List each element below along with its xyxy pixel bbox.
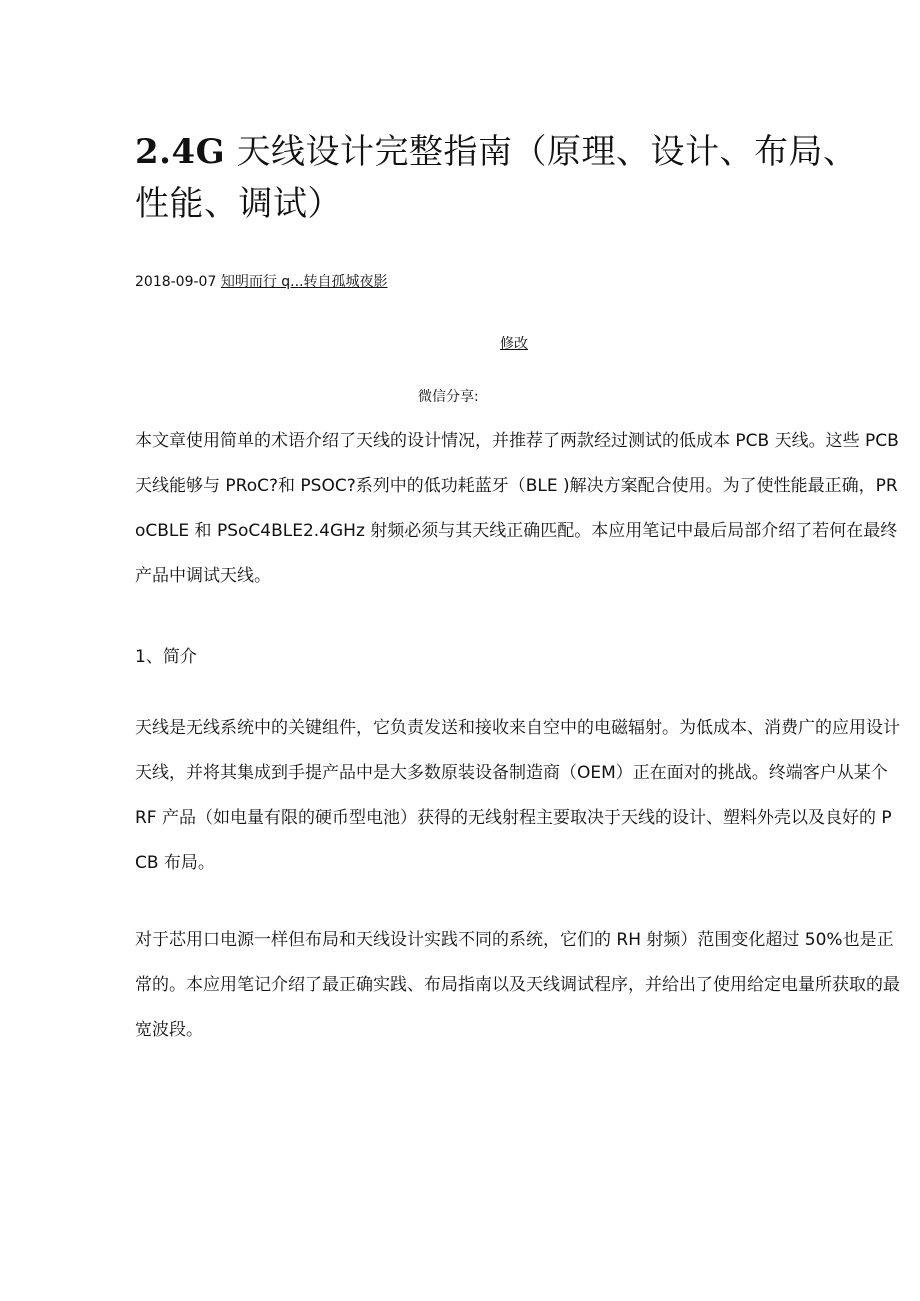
section-heading-introduction: 1、简介 xyxy=(135,647,197,667)
body-paragraph: 对于芯用口电源一样但布局和天线设计实践不同的系统，它们的 RH 射频）范围变化超过 50%也是正常的。本应用笔记介绍了最正确实践、布局指南以及天线调试程序，并给出了使用给定电量所获取的最宽波段。 xyxy=(135,930,900,1040)
title-frequency: 2.4G xyxy=(135,132,226,172)
article-title xyxy=(135,126,875,230)
article-meta xyxy=(135,272,388,292)
publish-date: 2018-09-07 xyxy=(135,274,217,290)
intro-paragraph: 本文章使用简单的术语介绍了天线的设计情况，并推荐了两款经过测试的低成本 PCB 天线。这些 PCB 天线能够与 PRoC?和 PSOC?系列中的低功耗蓝牙（BLE )解决方案配合使用。为了使性能最正确，PRoCBLE 和 PSoC4BLE2.4GHz 射频必须与其天线正确匹配。本应用笔记中最后局部介绍了若何在最终产品中调试天线。 xyxy=(135,431,899,586)
wechat-share-label: 微信分享: xyxy=(418,389,479,405)
edit-link[interactable]: 修改 xyxy=(500,336,528,352)
author-link[interactable]: 知明而行 q... xyxy=(220,274,304,290)
source-link[interactable]: 转自孤城夜影 xyxy=(303,274,388,290)
title-text: 天线设计完整指南（原理、设计、布局、性能、调试） xyxy=(135,132,858,224)
body-paragraph: 天线是无线系统中的关键组件，它负责发送和接收来自空中的电磁辐射。为低成本、消费广的应用设计天线，并将其集成到手提产品中是大多数原装设备制造商（OEM）正在面对的挑战。终端客户从某个 RF 产品（如电量有限的硬币型电池）获得的无线射程主要取决于天线的设计、塑料外壳以及良好的 PCB 布局。 xyxy=(135,718,900,873)
